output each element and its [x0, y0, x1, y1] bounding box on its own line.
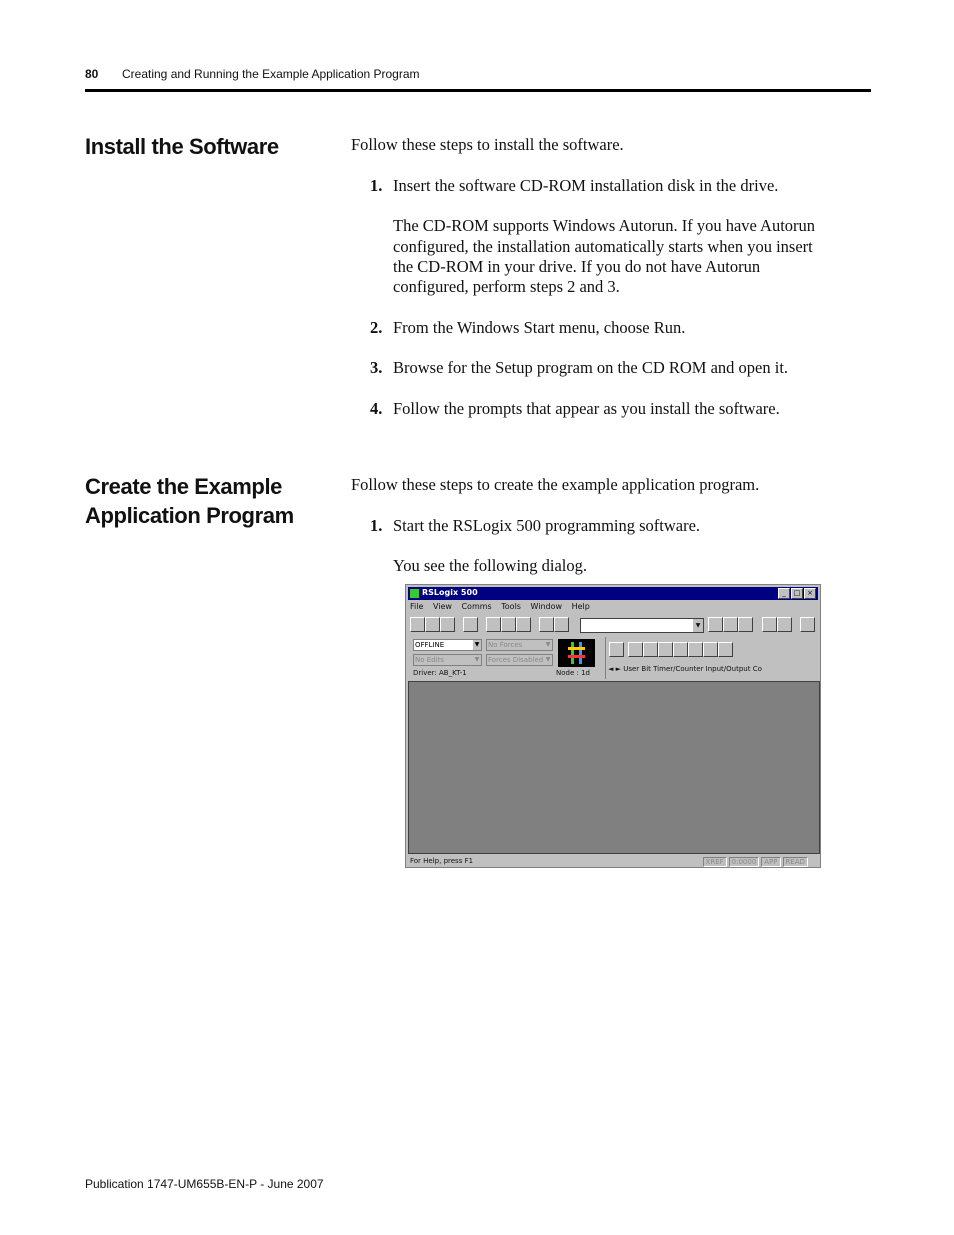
menu-view[interactable]: View — [432, 602, 452, 611]
scroll-left-icon[interactable] — [609, 642, 624, 657]
zoom-icon[interactable] — [800, 617, 815, 632]
undo-icon[interactable] — [539, 617, 554, 632]
install-step-2 — [370, 318, 685, 338]
new-icon[interactable] — [410, 617, 425, 632]
create-heading-line-1: Create the Example — [85, 474, 282, 499]
create-step-1 — [370, 516, 700, 536]
chevron-down-icon[interactable]: ▼ — [545, 656, 551, 663]
autorun-note-2: configured, the installation automatically starts when you insert — [393, 237, 813, 256]
forces-value: No Forces — [488, 641, 523, 649]
autorun-note-4: configured, perform steps 2 and 3. — [393, 277, 620, 296]
menu-bar — [410, 602, 597, 611]
chevron-down-icon[interactable]: ▼ — [474, 641, 480, 648]
status-app: APP — [761, 857, 780, 867]
driver-label: Driver: AB_KT-1 — [413, 669, 467, 677]
instruction-branch-icon[interactable] — [658, 642, 673, 657]
status-bar — [408, 857, 820, 867]
cut-icon[interactable] — [486, 617, 501, 632]
step-number: 1. — [370, 176, 383, 195]
instruction-otl-icon[interactable] — [688, 642, 703, 657]
instruction-osr-icon[interactable] — [718, 642, 733, 657]
forces-state-field[interactable] — [486, 654, 553, 666]
menu-tools[interactable]: Tools — [501, 602, 521, 611]
chevron-down-icon[interactable]: ▼ — [545, 641, 551, 648]
redo-icon[interactable] — [554, 617, 569, 632]
replace-icon[interactable] — [738, 617, 753, 632]
chevron-down-icon[interactable]: ▼ — [693, 619, 703, 632]
menu-file[interactable]: File — [410, 602, 424, 611]
step-number: 4. — [370, 399, 383, 418]
autorun-note-1: The CD-ROM supports Windows Autorun. If you have Autorun — [393, 216, 816, 235]
footer-publication: Publication 1747-UM655B-EN-P - June 2007 — [85, 1177, 324, 1191]
menu-help[interactable]: Help — [571, 602, 590, 611]
mdi-workspace — [408, 681, 820, 854]
status-xref: XREF — [703, 857, 727, 867]
verify-all-icon[interactable] — [777, 617, 792, 632]
step-number: 1. — [370, 516, 383, 535]
edits-value: No Edits — [415, 656, 444, 664]
find-next-icon[interactable] — [723, 617, 738, 632]
step-text: From the Windows Start menu, choose Run. — [393, 318, 686, 337]
node-label: Node : 1d — [556, 669, 590, 677]
verify-icon[interactable] — [762, 617, 777, 632]
window-controls — [777, 588, 816, 599]
find-icon[interactable] — [708, 617, 723, 632]
copy-icon[interactable] — [501, 617, 516, 632]
install-step-3 — [370, 358, 788, 378]
step-number: 2. — [370, 318, 383, 337]
edits-field[interactable] — [413, 654, 482, 666]
ladder-logic-icon — [558, 639, 595, 667]
create-intro: Follow these steps to create the example application program. — [351, 475, 760, 494]
instruction-xic-icon[interactable] — [628, 642, 643, 657]
step-text: Insert the software CD-ROM installation disk in the drive. — [393, 176, 779, 195]
mode-field[interactable] — [413, 639, 482, 651]
chevron-down-icon[interactable]: ▼ — [474, 656, 480, 663]
maximize-icon[interactable]: □ — [791, 588, 803, 599]
instruction-ote-icon[interactable] — [673, 642, 688, 657]
dialog-note: You see the following dialog. — [393, 556, 588, 575]
app-icon — [410, 589, 419, 598]
title-bar — [408, 587, 818, 600]
forces-field[interactable] — [486, 639, 553, 651]
page-number: 80 — [85, 67, 99, 81]
autorun-note-3: the CD-ROM in your drive. If you do not have Autorun — [393, 257, 761, 276]
print-icon[interactable] — [463, 617, 478, 632]
save-icon[interactable] — [440, 617, 455, 632]
install-intro: Follow these steps to install the software. — [351, 135, 624, 154]
install-step-4 — [370, 399, 780, 419]
minimize-icon[interactable]: _ — [778, 588, 790, 599]
window-title: RSLogix 500 — [422, 588, 478, 597]
rslogix-screenshot — [405, 584, 821, 868]
mode-value: OFFLINE — [415, 641, 445, 649]
create-heading-line-2: Application Program — [85, 503, 294, 528]
status-cells — [701, 857, 808, 867]
instruction-tabs[interactable]: ◄ ► User Bit Timer/Counter Input/Output Co — [608, 665, 762, 673]
instruction-xio-icon[interactable] — [643, 642, 658, 657]
menu-comms[interactable]: Comms — [461, 602, 492, 611]
instruction-otu-icon[interactable] — [703, 642, 718, 657]
status-read: READ — [783, 857, 808, 867]
menu-window[interactable]: Window — [530, 602, 563, 611]
header-rule — [85, 89, 871, 92]
step-text: Browse for the Setup program on the CD ROM and open it. — [393, 358, 789, 377]
chapter-title: Creating and Running the Example Application Program — [122, 67, 420, 81]
status-help: For Help, press F1 — [410, 857, 474, 865]
open-icon[interactable] — [425, 617, 440, 632]
install-heading: Install the Software — [85, 134, 279, 159]
status-address: 0:0000 — [729, 857, 760, 867]
step-text: Follow the prompts that appear as you install the software. — [393, 399, 780, 418]
instruction-palette — [605, 637, 821, 679]
search-combo[interactable] — [580, 618, 704, 633]
step-number: 3. — [370, 358, 383, 377]
close-icon[interactable]: × — [804, 588, 816, 599]
step-text: Start the RSLogix 500 programming software. — [393, 516, 701, 535]
forces-state-value: Forces Disabled — [488, 656, 544, 664]
paste-icon[interactable] — [516, 617, 531, 632]
install-step-1 — [370, 176, 778, 196]
